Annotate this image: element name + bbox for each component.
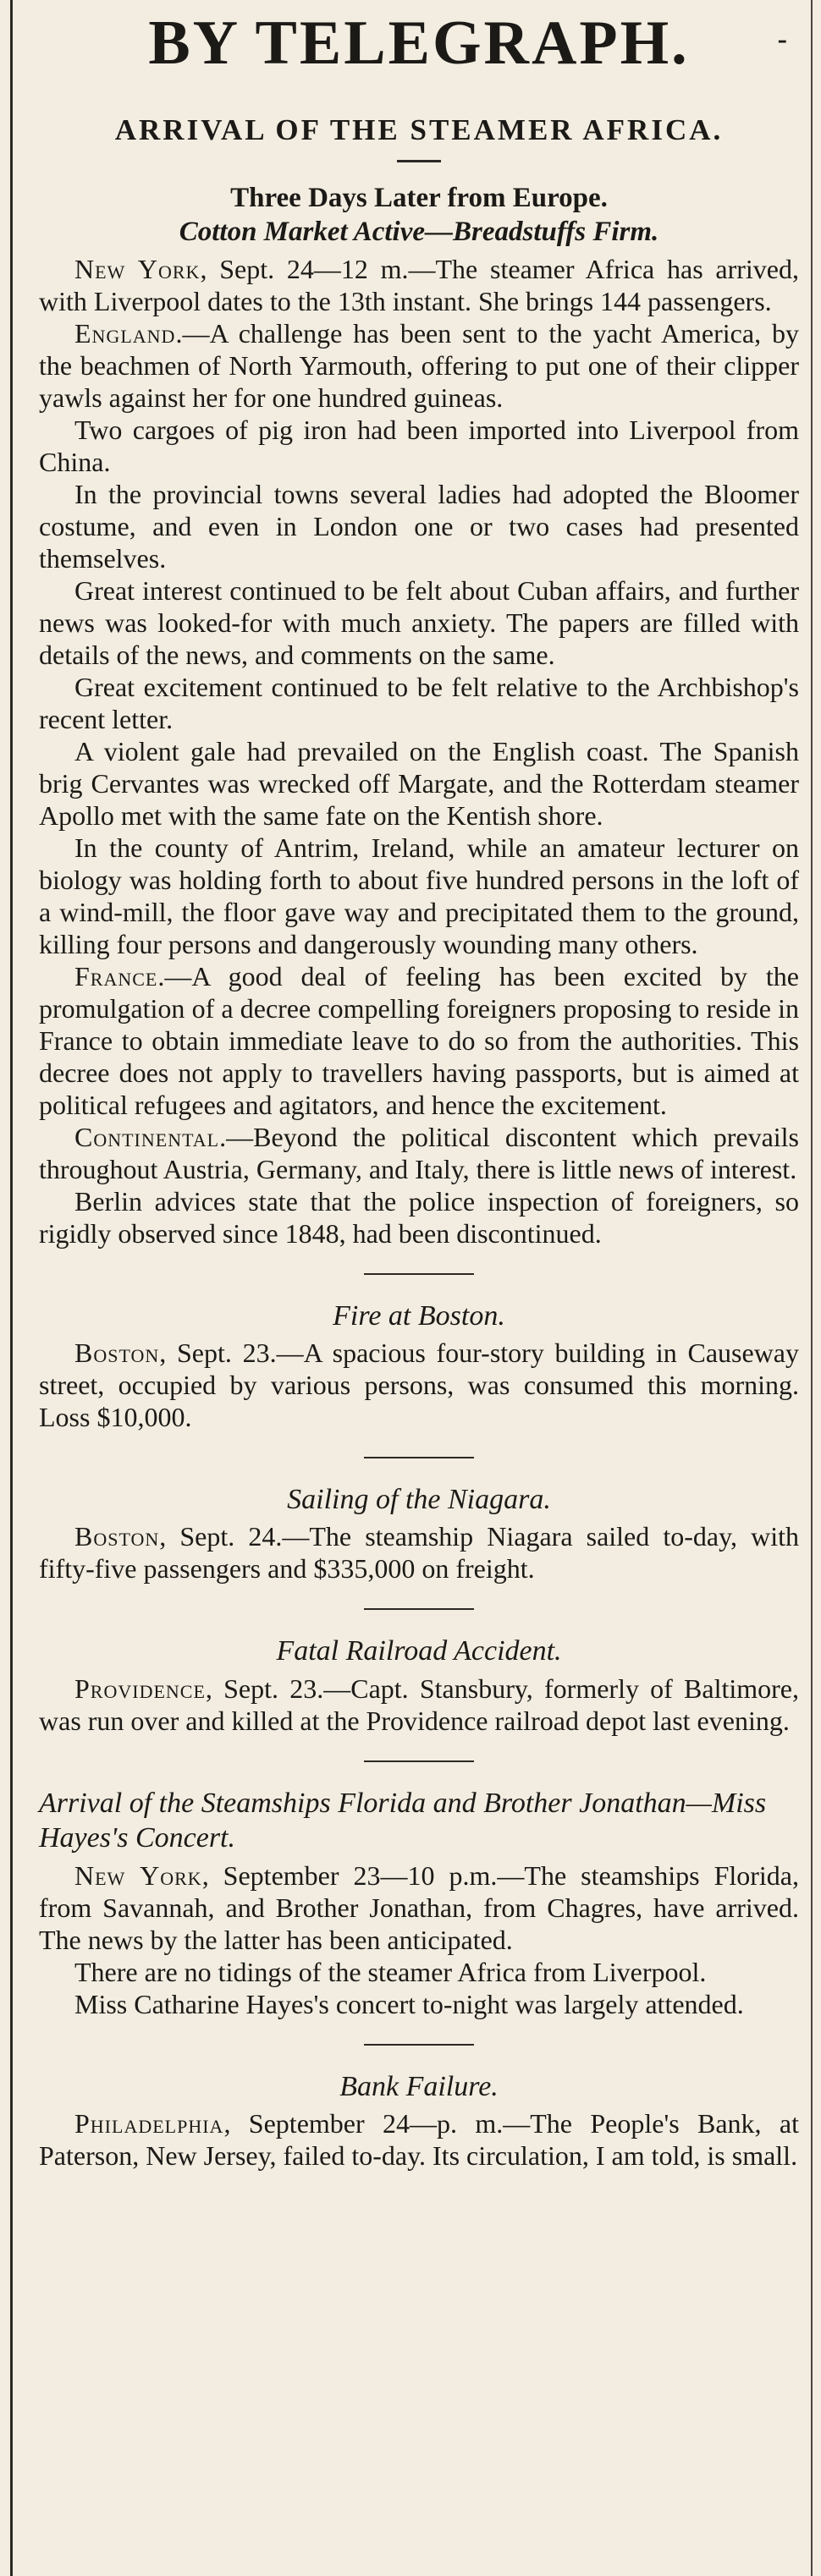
dateline-place: New York	[74, 253, 201, 284]
paragraph-continental	[39, 1121, 799, 1185]
paragraph-bloomer: In the provincial towns several ladies had adopted the Bloomer costume, and even in London one or two cases had presented themselves.	[39, 478, 799, 574]
headline-railroad: Fatal Railroad Accident.	[276, 1635, 562, 1667]
news-column	[39, 0, 799, 2172]
paragraph-text: .—Beyond the political discontent which prevails throughout Austria, Germany, and Italy, there is little news of interest.	[39, 1121, 799, 1184]
article-railroad	[39, 1634, 799, 1736]
dateline-place: Boston	[74, 1337, 160, 1368]
section-label-continental: Continental	[74, 1121, 220, 1152]
paragraph-berlin: Berlin advices state that the police inspection of foreigners, so rigidly observed since 1848, had been discontinued.	[39, 1185, 799, 1249]
paragraph-florida	[39, 1859, 799, 1956]
section-label-england: England	[74, 317, 176, 349]
separator-rule	[364, 2044, 474, 2046]
separator-rule	[364, 1457, 474, 1458]
separator-rule	[364, 1760, 474, 1762]
headline-rule	[397, 160, 441, 162]
separator-rule	[364, 1273, 474, 1275]
paragraph-gale: A violent gale had prevailed on the English coast. The Spanish brig Cervantes was wrecked off Margate, and the Rotterdam steamer Apollo met with the same fate on the Kentish shore.	[39, 735, 799, 831]
paragraph-text: .—A good deal of feeling has been excited by the promulgation of a decree compelling foreigners proposing to reside in France to obtain immediate leave to do so from the authorities. This decree does not apply to travellers having passports, but is aimed at political refugees and agitators, and hence the excitement.	[39, 960, 799, 1120]
paragraph-no-tidings: There are no tidings of the steamer Africa from Liverpool.	[74, 1956, 707, 1987]
paragraph-pig-iron: Two cargoes of pig iron had been imported into Liverpool from China.	[39, 414, 799, 477]
paragraph-text: , Sept. 24.—The steamship Niagara sailed to-day, with fifty-five passengers and $335,000 on freight.	[39, 1521, 799, 1585]
paragraph-text: , Sept. 23.—Capt. Stansbury, formerly of Baltimore, was run over and killed at the Providence railroad depot last evening.	[39, 1672, 799, 1736]
article-africa	[39, 115, 799, 1250]
paragraph-text: .—A challenge has been sent to the yacht America, by the beachmen of North Yarmouth, offering to put one of their clipper yawls against her for one hundred guineas.	[39, 317, 799, 413]
column-rule-left	[10, 0, 13, 2576]
paragraph-archbishop: Great excitement continued to be felt relative to the Archbishop's recent letter.	[39, 671, 799, 734]
dateline-place: Philadelphia	[74, 2108, 224, 2139]
paragraph-text: , September 24—p. m.—The People's Bank, at Paterson, New Jersey, failed to-day. Its circulation, I am told, is small.	[39, 2108, 799, 2172]
paragraph-text: , September 23—10 p.m.—The steamships Florida, from Savannah, and Brother Jonathan, from Chagres, have arrived. The news by the latter has been anticipated.	[39, 1859, 800, 1955]
separator-rule	[364, 1608, 474, 1610]
column-rule-right	[811, 0, 813, 2576]
masthead: BY TELEGRAPH.	[148, 8, 690, 78]
headline-florida: Arrival of the Steamships Florida and Brother Jonathan—Miss Hayes's Concert.	[39, 1787, 767, 1854]
paragraph-text: , Sept. 23.—A spacious four-story building in Causeway street, occupied by various persons, was consumed this morning. Loss $10,000.	[39, 1337, 799, 1432]
dateline-place: Providence	[74, 1672, 206, 1704]
headline-niagara: Sailing of the Niagara.	[287, 1483, 551, 1515]
paragraph-bank	[39, 2107, 799, 2172]
paragraph-text: , Sept. 24—12 m.—The steamer Africa has arrived, with Liverpool dates to the 13th instant. She brings 144 passengers.	[39, 253, 800, 316]
paragraph-railroad	[39, 1672, 799, 1737]
corner-mark: -	[777, 24, 787, 55]
article-niagara	[39, 1482, 799, 1585]
paragraph-england	[39, 317, 799, 414]
paragraph-cuba: Great interest continued to be felt about Cuban affairs, and further news was looked-for with much anxiety. The papers are filled with details of the news, and comments on the same.	[39, 574, 799, 670]
dateline-place: Boston	[74, 1521, 160, 1552]
paragraph-france	[39, 960, 799, 1121]
paragraph-fire	[39, 1337, 799, 1433]
paragraph-niagara	[39, 1520, 799, 1585]
headline-fire: Fire at Boston.	[333, 1299, 505, 1332]
article-bank	[39, 2069, 799, 2172]
headline-bank: Bank Failure.	[339, 2070, 499, 2102]
headline-africa: ARRIVAL OF THE STEAMER AFRICA.	[114, 113, 724, 146]
article-florida	[39, 1786, 799, 2020]
paragraph-concert: Miss Catharine Hayes's concert to-night was largely attended.	[74, 1988, 744, 2019]
dateline-place: New York	[74, 1859, 202, 1891]
paragraph-antrim: In the county of Antrim, Ireland, while an amateur lecturer on biology was holding forth to about five hundred persons in the loft of a wind-mill, the floor gave way and precipitated them to the ground, killing four persons and dangerously wounding many others.	[39, 832, 799, 959]
section-label-france: France	[74, 960, 158, 991]
subhead-europe: Three Days Later from Europe.	[230, 183, 608, 213]
paragraph-dateline	[39, 253, 799, 317]
subhead-markets: Cotton Market Active—Breadstuffs Firm.	[179, 217, 659, 248]
article-fire	[39, 1299, 799, 1433]
